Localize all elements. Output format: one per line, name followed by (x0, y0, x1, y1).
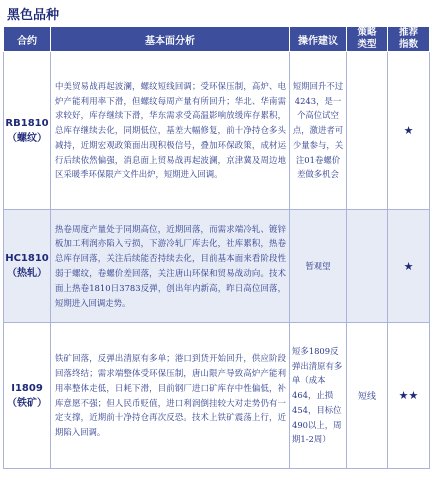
strategy-type-cell: 短线 (347, 323, 388, 469)
contract-name: （热轧） (7, 268, 47, 279)
section-title: 黑色品种 (7, 8, 60, 23)
rating-cell: ★ (388, 210, 430, 323)
table-row-rb1810 (4, 52, 430, 210)
header-strategy-line1: 策略 (357, 27, 377, 38)
contract-code: RB1810 (5, 117, 49, 129)
header-rating-line2: 指数 (398, 39, 418, 50)
strategy-type-cell (347, 210, 388, 323)
table-row-hc1810 (4, 210, 430, 323)
analysis-cell: 热卷周度产量处于同期高位，近期回落，而需求端冷轧、镀锌板加工利润亦陷入亏损，下游冷轧厂库去化，社库累积，热卷总库存回落，关注后续能否持续去化，目前基本面来看阶段性弱于螺纹，卷螺价差回落，关注唐山环保和贸易战动向。技术面上热卷1810日3783反弹，创出年内新高，昨日高位回落，短期进入回调走势。 (51, 210, 290, 323)
rating-cell: ★ (388, 52, 430, 210)
contract-cell (4, 52, 51, 210)
advice-cell: 短期回升不过4243，是一个高位试空点，激进者可少量参与，关注01卷螺价差做多机会 (290, 52, 347, 210)
contract-code: HC1810 (5, 253, 49, 264)
advice-cell: 短多1809反弹出清原有多单（成本464，止损454，目标位490以上，周期1-2周） (290, 323, 347, 469)
contract-code: I1809 (11, 382, 43, 394)
advice-cell: 暂观望 (290, 210, 347, 323)
contract-cell (4, 210, 51, 323)
contract-name: （铁矿） (7, 397, 47, 409)
header-strategy (347, 27, 388, 52)
table-row-i1809 (4, 323, 430, 469)
analysis-cell: 铁矿回落，反弹出清原有多单；港口到货开始回升，供应阶段回落终结；需求端整体受环保压制，唐山限产导致高炉产能利用率整体走低，日耗下滑，目前钢厂进口矿库存中性偏低，补库意愿不强；但人民币贬值，进口利润倒挂较大对走势仍有一定支撑，近期前十净持仓再次反恐。技术上铁矿震荡上行，近期陷入回调。 (51, 323, 290, 469)
black-commodities-table (3, 26, 430, 469)
header-contract: 合约 (4, 27, 51, 52)
header-strategy-line2: 类型 (357, 39, 377, 50)
contract-cell (4, 323, 51, 469)
strategy-type-cell (347, 52, 388, 210)
contract-name: （螺纹） (7, 132, 47, 144)
header-analysis: 基本面分析 (51, 27, 290, 52)
header-rating-line1: 推荐 (398, 27, 418, 38)
rating-cell: ★★ (388, 323, 430, 469)
header-advice: 操作建议 (290, 27, 347, 52)
header-rating (388, 27, 430, 52)
analysis-cell: 中美贸易战再起波澜，螺纹短线回调；受环保压制，高炉、电炉产能利用率下滑，但螺纹每周产量有所回升；华北、华南需求较好，库存继续下滑，华东需求受高温影响放缓库存累积，总库存继续去化，同期低位，基差大幅修复，前十净持仓多头减持，近期宏观政策面出现积极信号，叠加环保政策，成材运行后续依然偏强，消息面上贸易战再起波澜，京津冀及周边地区采暖季环保限产文件出炉，短期进入回调。 (51, 52, 290, 210)
table-header-row (4, 27, 430, 52)
